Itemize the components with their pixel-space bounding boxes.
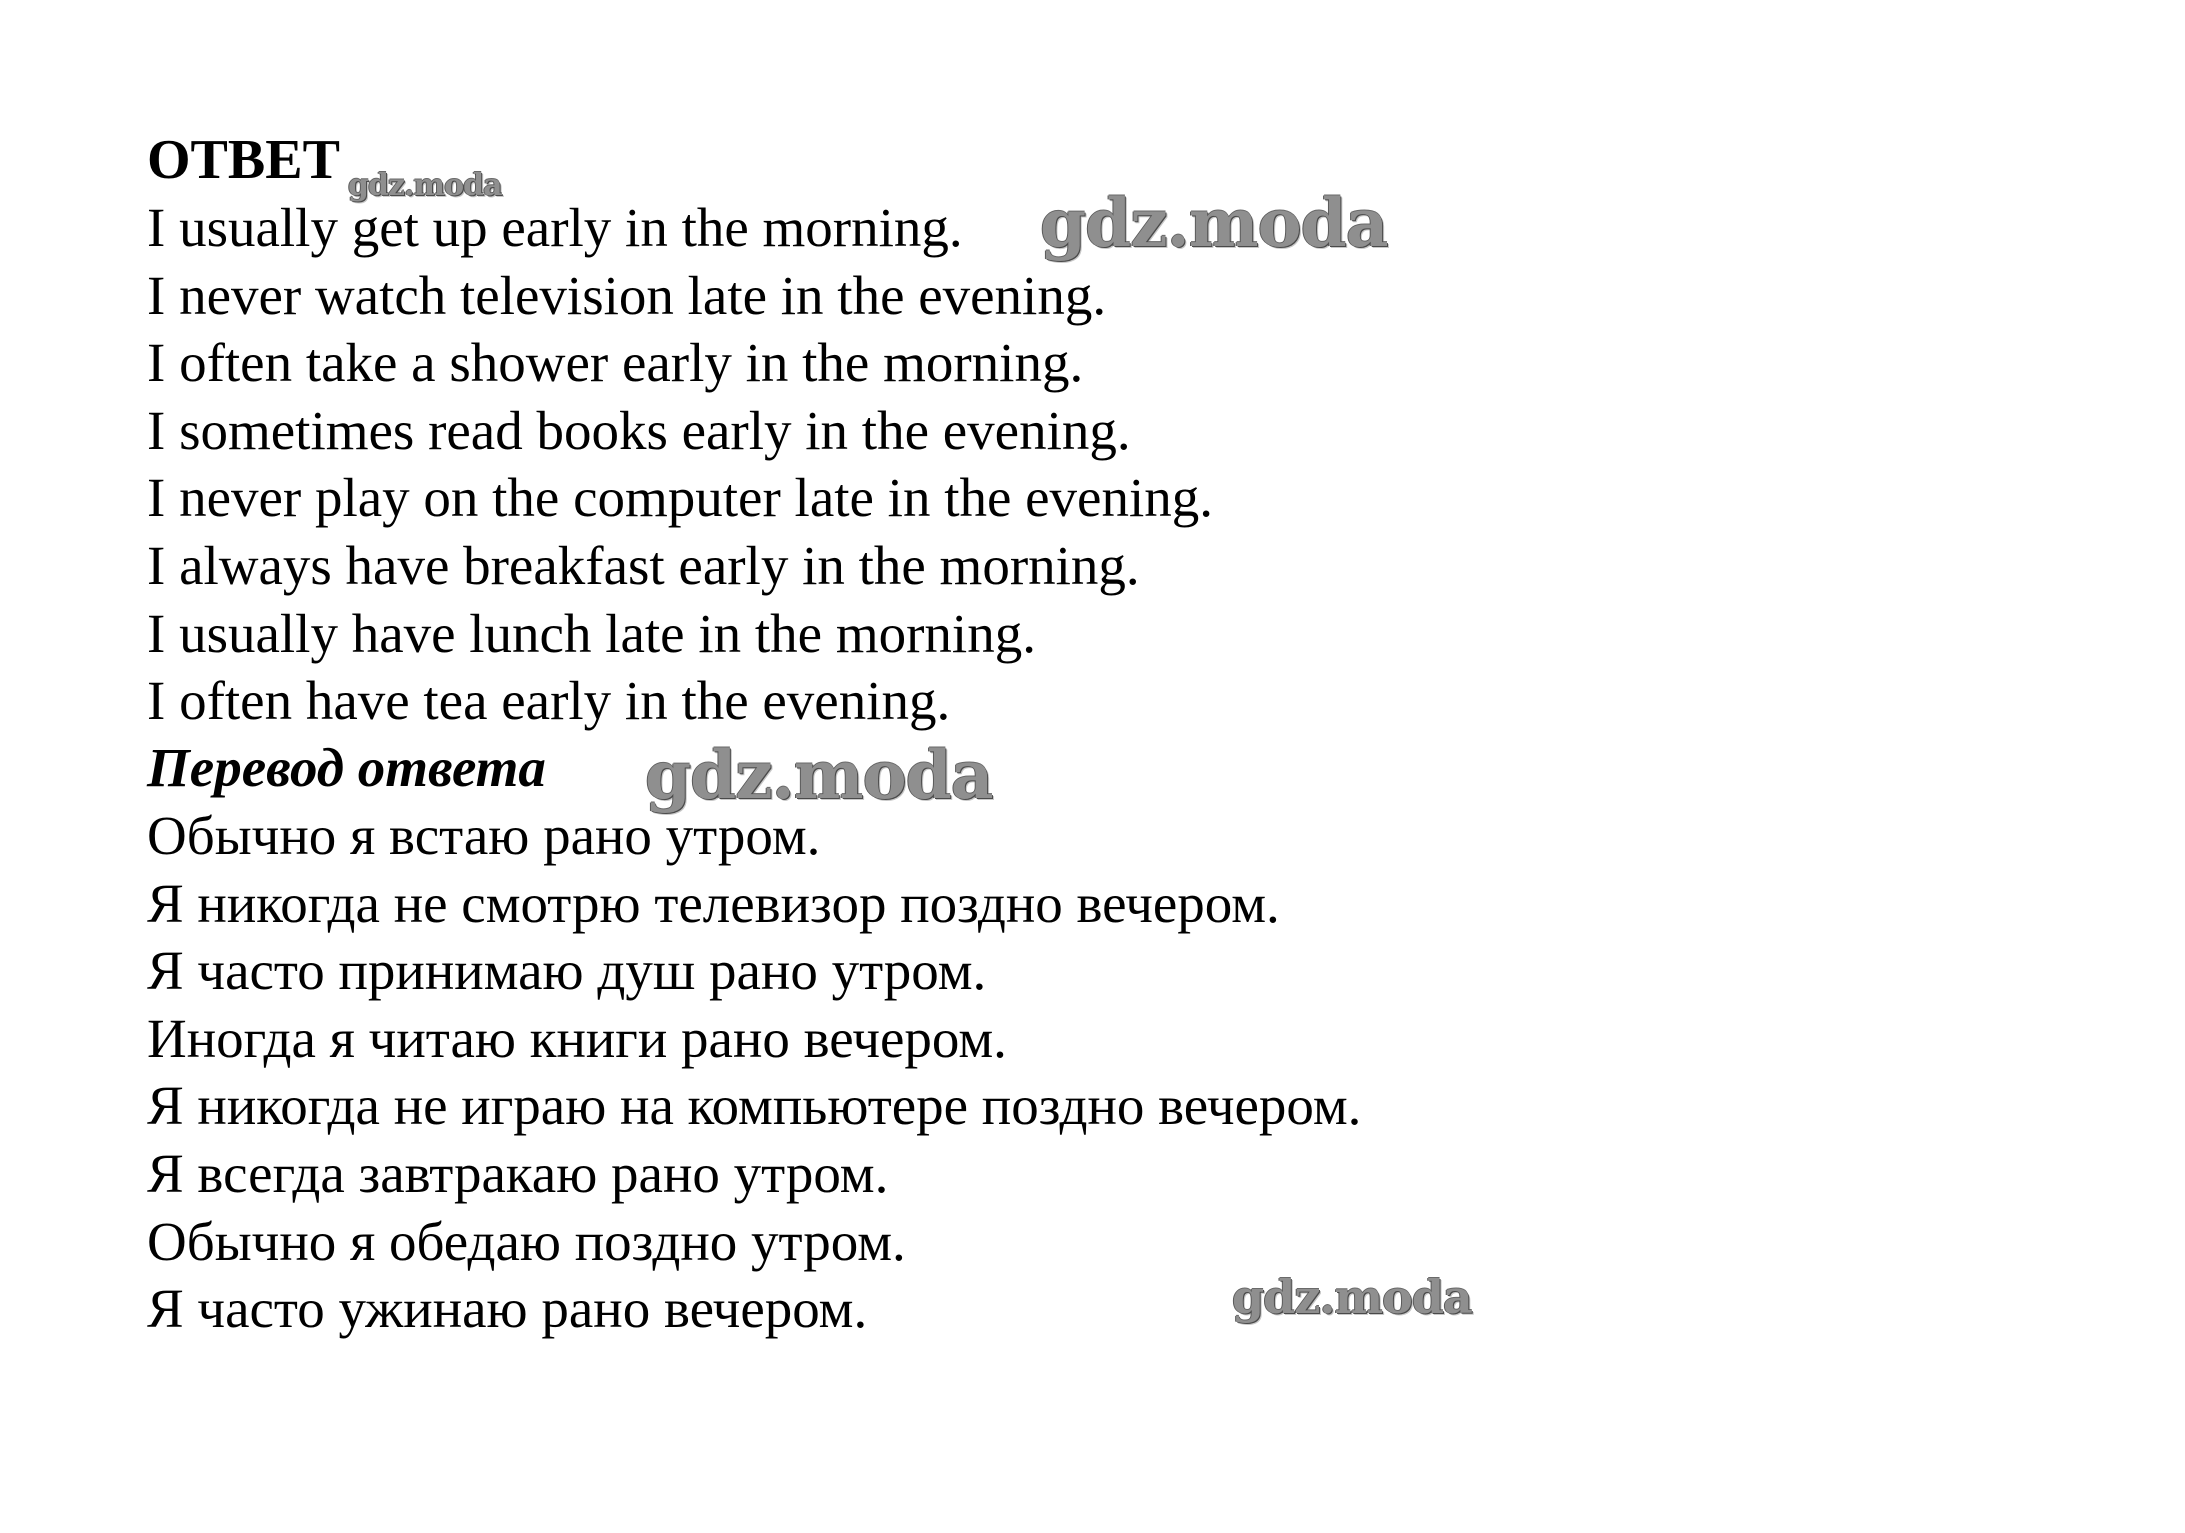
answer-line: I usually get up early in the morning. [147, 197, 963, 258]
answer-list [147, 194, 1213, 735]
translation-list [147, 802, 1361, 1343]
answer-line: I always have breakfast early in the morning. [147, 534, 1140, 596]
answer-line: I usually have lunch late in the morning. [147, 602, 1036, 664]
watermark: gdz.moda [1040, 184, 1388, 262]
answer-line: I often take a shower early in the morning. [147, 332, 1084, 394]
translation-line: Обычно я обедаю поздно утром. [147, 1210, 906, 1272]
translation-line: Я никогда не смотрю телевизор поздно вечером. [147, 872, 1280, 934]
answer-heading: ОТВЕТ [147, 129, 340, 191]
watermark: gdz.moda [1232, 1270, 1472, 1324]
translation-line: Я часто принимаю душ рано утром. [147, 940, 987, 1002]
answer-line: I sometimes read books early in the evening. [147, 399, 1131, 461]
answer-line: I often have tea early in the evening. [147, 670, 951, 732]
translation-line: Я часто ужинаю рано вечером. [147, 1278, 868, 1340]
translation-line: Иногда я читаю книги рано вечером. [147, 1007, 1007, 1069]
translation-line: Я никогда не играю на компьютере поздно вечером. [147, 1075, 1362, 1137]
translation-heading: Перевод ответа [147, 737, 546, 798]
translation-line: Обычно я встаю рано утром. [147, 805, 821, 866]
watermark: gdz.moda [645, 736, 993, 814]
answer-line: I never watch television late in the evening. [147, 264, 1107, 326]
answer-line: I never play on the computer late in the evening. [147, 467, 1214, 529]
translation-line: Я всегда завтракаю рано утром. [147, 1142, 889, 1204]
watermark: gdz.moda [348, 168, 502, 203]
